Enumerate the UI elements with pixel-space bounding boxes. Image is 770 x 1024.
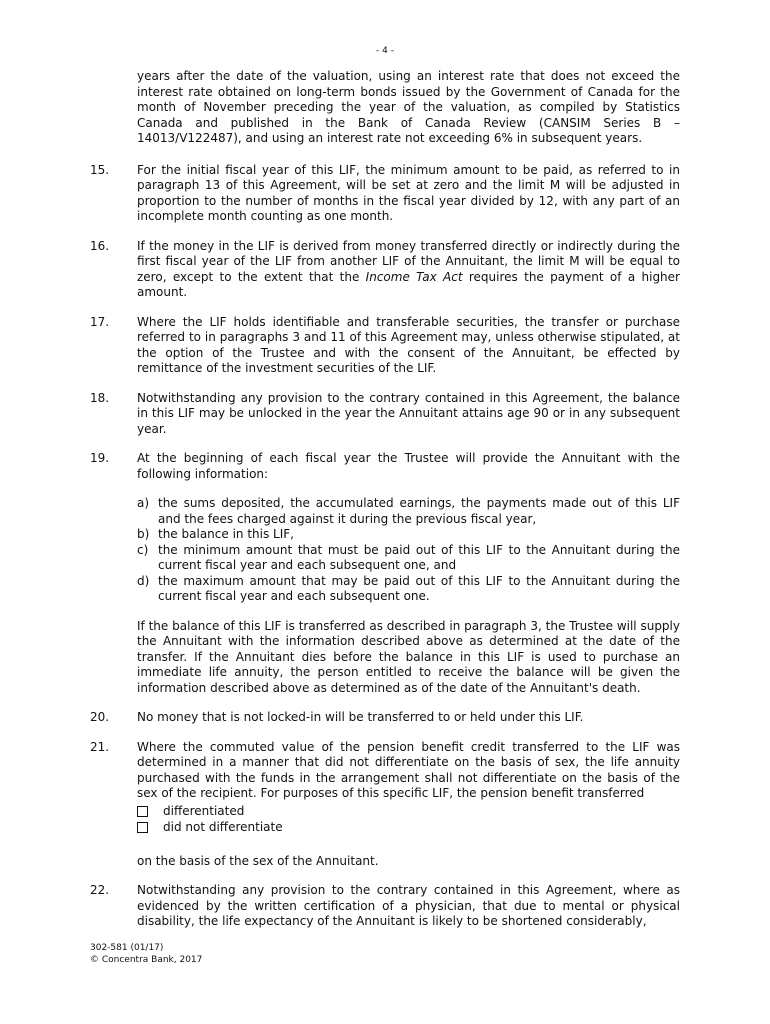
- document-body: [90, 69, 680, 930]
- option-label: did not differentiate: [163, 819, 283, 834]
- clause-number: 20.: [90, 710, 110, 724]
- clause-15: [90, 163, 680, 225]
- option-label: differentiated: [163, 803, 245, 818]
- clause-number: 21.: [90, 739, 110, 754]
- clause-text: At the beginning of each fiscal year the Trustee will provide the Annuitant with the following information:: [137, 451, 680, 481]
- intro-paragraph: years after the date of the valuation, using an interest rate that does not exceed the interest rate obtained on long-term bonds issued by the Government of Canada for the month of November preceding the year of the valuation, as compiled by Statistics Canada and published in the Bank of Canada Review (CANSIM Series B – 14013/V122487), and using an interest rate not exceeding 6% in subsequent years.: [137, 69, 680, 145]
- page-footer: [90, 942, 202, 966]
- clause-22: [90, 883, 680, 930]
- clause-20: [90, 710, 680, 726]
- list-item: d) the maximum amount that may be paid out of this LIF to the Annuitant during the current fiscal year and each subsequent one.: [137, 573, 680, 603]
- option-differentiated: [137, 804, 680, 820]
- clause-16: [90, 239, 680, 301]
- clause-text: Notwithstanding any provision to the contrary contained in this Agreement, the balance in this LIF may be unlocked in the year the Annuitant attains age 90 or in any subsequent year.: [137, 390, 680, 436]
- list-item: a) the sums deposited, the accumulated earnings, the payments made out of this LIF and the fees charged against it during the previous fiscal year,: [137, 496, 680, 526]
- clause-21: [90, 740, 680, 870]
- copyright: © Concentra Bank, 2017: [90, 955, 203, 965]
- clause-text: No money that is not locked-in will be transferred to or held under this LIF.: [137, 710, 584, 724]
- clause-number: 17.: [90, 314, 110, 329]
- clause-text: Where the LIF holds identifiable and transferable securities, the transfer or purchase referred to in paragraphs 3 and 11 of this Agreement may, unless otherwise stipulated, at the option of the Trustee and with the consent of the Annuitant, be effected by remittance of the investment securities of the LIF.: [137, 314, 680, 375]
- list-item: c) the minimum amount that must be paid out of this LIF to the Annuitant during the current fiscal year and each subsequent one, and: [137, 542, 680, 572]
- clause-text: If the money in the LIF is derived from money transferred directly or indirectly during the first fiscal year of the LIF from another LIF of the Annuitant, the limit M will be equal to zero, except to the extent that the Income Tax Act requires the payment of a higher amount.: [137, 238, 680, 299]
- clause-number: 22.: [90, 883, 110, 897]
- page-number: - 4 -: [376, 46, 394, 56]
- clause-number: 19.: [90, 451, 110, 465]
- clause-number: 18.: [90, 390, 110, 405]
- act-title: Income Tax Act: [365, 269, 463, 284]
- differentiated-checkbox[interactable]: [137, 806, 148, 817]
- clause-21-closing: on the basis of the sex of the Annuitant.: [137, 853, 379, 868]
- clause-19: [90, 451, 680, 696]
- form-number: 302-581 (01/17): [90, 943, 164, 953]
- clause-17: [90, 315, 680, 377]
- clause-18: [90, 391, 680, 438]
- clause-number: 15.: [90, 162, 110, 177]
- list-item: b) the balance in this LIF,: [137, 527, 294, 541]
- sex-differentiation-options: [137, 804, 680, 836]
- clause-number: 16.: [90, 238, 110, 253]
- option-did-not-differentiate: [137, 820, 680, 836]
- clause-text: Where the commuted value of the pension benefit credit transferred to the LIF was determined in a manner that did not differentiate on the basis of sex, the life annuity purchased with the funds in the arrangement shall not differentiate on the basis of the sex of the recipient. For purposes of this specific LIF, the pension benefit transferred: [137, 739, 680, 800]
- clause-text: Notwithstanding any provision to the contrary contained in this Agreement, where as evidenced by the written certification of a physician, that due to mental or physical disability, the life expectancy of the Annuitant is likely to be shortened considerably,: [137, 883, 680, 928]
- clause-text: For the initial fiscal year of this LIF, the minimum amount to be paid, as referred to in paragraph 13 of this Agreement, will be set at zero and the limit M will be adjusted in proportion to the number of months in the fiscal year divided by 12, with any part of an incomplete month counting as one month.: [137, 162, 680, 223]
- information-list: [137, 496, 680, 605]
- did-not-differentiate-checkbox[interactable]: [137, 822, 148, 833]
- transfer-info-paragraph: If the balance of this LIF is transferred as described in paragraph 3, the Trustee will supply the Annuitant with the information described above as determined at the date of the transfer. If the Annuitant dies before the balance in this LIF is used to purchase an immediate life annuity, the person entitled to receive the balance will be given the information described above as determined as of the date of the Annuitant's death.: [137, 618, 680, 695]
